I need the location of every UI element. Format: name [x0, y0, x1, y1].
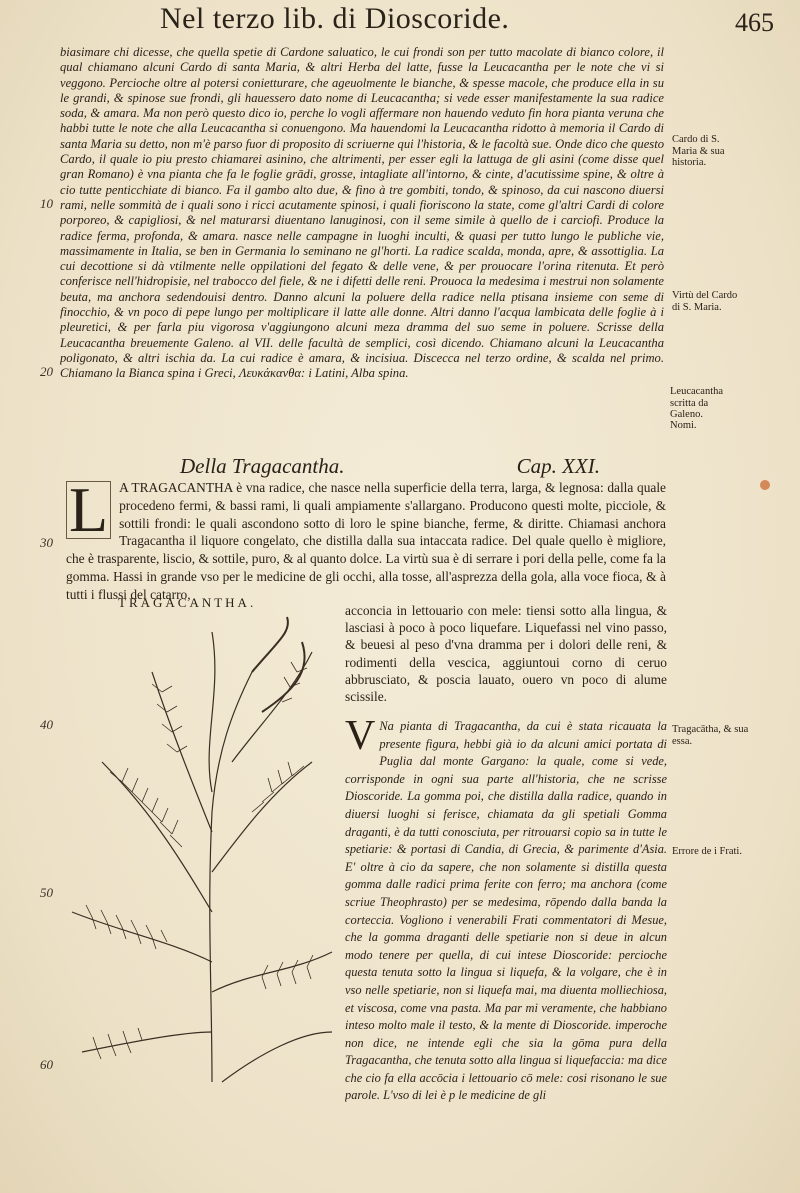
- sidenote-virtu: Virtù del Cardo di S. Maria.: [672, 290, 738, 313]
- chapter-number: Cap. XXI.: [516, 454, 600, 478]
- chapter-body: A TRAGACANTHA è vna radice, che nasce nella superficie della terra, larga, & legnosa: dalla quale procedeno fermi, & bassi rami, li quali ampiamente s'allargano. Producono questi molte, picciole, & sottili frondi: le quali ascondono sotto di loro le spine bianche, ferme, & diritte. Chiamasi anchora Tragacantha il liquore congelato, che distilla dalla sua intaccata radice. Del quale quello è migliore, che è trasparente, liscio, & sottile, puro, & al quanto dolce. La virtù sua è di serrare i pori della pelle, come fa la gomma. Hassi in grande vso per le medicine de gli occhi, alla tosse, all'asprezza della gola, alla voce fioca, & à tutti i flussi del catarro,: [66, 480, 666, 602]
- sidenote-errore: Errore de i Frati.: [672, 846, 742, 857]
- line-number-40: 40: [40, 717, 53, 732]
- running-head: Nel terzo lib. di Dioscoride.: [160, 2, 510, 35]
- drop-cap-v: V: [345, 718, 376, 759]
- line-number-50: 50: [40, 885, 53, 900]
- sidenote-tragacantha: Tragacātha, & sua essa.: [672, 724, 749, 747]
- line-number-20: 20: [40, 364, 53, 379]
- tragacantha-woodcut-illustration: [62, 612, 344, 1090]
- line-number-60: 60: [40, 1057, 53, 1072]
- chapter-heading: [180, 454, 600, 479]
- tragacantha-commentary: [345, 718, 667, 1108]
- sidenote-cardo: Cardo di S. Maria & sua historia.: [672, 134, 725, 168]
- line-number-30: 30: [40, 535, 53, 550]
- chapter-text: [66, 479, 666, 604]
- leucacantha-text: [60, 45, 664, 455]
- chapter-title: Della Tragacantha.: [180, 454, 345, 478]
- remedy-text: acconcia in lettouario con mele: tiensi sotto alla lingua, & lasciasi à poco à poco liquefare. Liquefassi nel vino passo, & beuesi al peso d'vna dramma per i dolori delle reni, & rodimenti della vescica, aggiuntoui corno di ceruo abbrusciato, & poscia lauato, ouero vn poco di alume scissile.: [345, 603, 667, 705]
- ink-stain: [760, 480, 770, 490]
- line-number-10: 10: [40, 196, 53, 211]
- drop-cap-l: L: [66, 481, 111, 539]
- paragraph: biasimare chi dicesse, che quella spetie di Cardone saluatico, le cui frondi son per tutto macolate di bianco colore, il qual chiamano alcuni Cardo di santa Maria, & altri Herba del latte, fusse la Leucacantha per le note che vi si veggono. Percioche oltre al potersi conietturare, che ageuolmente le bianche, & spesse macole, che produce ella in su le grandi, & spinose sue frondi, gli hauessero dato nome di Leucacantha; si vede esser manifestamente la sua radice soda, & amara. Ma non però questo dico io, perche lo vogli affermare non hauendo veduto fin hora pianta veruna che habbi tutte le note che alla Leucacantha si conuengono. Ma hauendomi la Leucacantha ridotto à memoria il Cardo di santa Maria su detto, non m'è parso fuor di proposito di scriuerne qui l'historia, & le facoltà sue. Onde dico che questo Cardo, il quale io piu presto chiamarei asinino, che altrimenti, per esser egli la lattuga de gli asini (come disse quel gran Romano) è vna pianta che fa le foglie grādi, grosse, intagliate all'intorno, & cinte, d'acutissime spine, & oltre à cio tutte penticchiate di bianco. Fa il gambo alto due, & fino à tre gombiti, tondo, & spinoso, da cui nascono diuersi rami, nelle sommità de i quali sono i ricci acutamente spinosi, i quali fioriscono la state, come gl'altri Cardi di colore porporeo, & capigliosi, & nel maturarsi diuentano lanuginosi, con il seme simile à quello de i carciofi. Produce la radice ferma, profonda, & amara. nasce nelle campagne in luoghi inculti, & quasi per tutto lungo le publiche vie, massimamente in Italia, se ben in Germania lo seminano ne gl'horti. La radice scalda, monda, apre, & assottiglia. La cui decottione si dà vtilmente nelle oppilationi del fegato & delle vene, & per prouocare l'orina ritenuta. Et però conferisce nell'hidropisie, nel trabocco del fiele, & ne i difetti delle reni. Prouoca la medesima i mestrui non solamente beuta, ma anchora sedendouisi dentro. Danno alcuni la poluere della radice nella ptisana insieme con seme di finocchio, & vn poco di pepe lungo per moltiplicare il latte alle donne. Altri danno l'acqua lambicata delle foglie à i pleuretici, & per farla piu vigorosa v'aggiungono alcuni meza dramma del suo seme in poluere. Scrisse della Leucacantha breuemente Galeno. al VII. delle facultà de semplici, così dicendo. Chiamano alcuni la Leucacantha poligonato, & altri ischia da. La cui radice è amara, & incisiua. Discecca nel terzo ordine, & scalda nel primo. Chiamano la Bianca spina i Greci, Λευκάκανθα: i Latini, Alba spina.: [60, 45, 664, 381]
- sidenote-nomi: Nomi.: [670, 420, 697, 431]
- commentary-body: Na pianta di Tragacantha, da cui è stata ricauata la presente figura, hebbi già io da alcuni amici portata di Puglia dal monte Gargano: la quale, come si vede, corrisponde in ogni sua parte all'historia, che ne scrisse Dioscoride. La gomma poi, che distilla dalla radice, quando in diuersi luoghi si ferisce, chiamata da gli spetiali Gomma draganti, è da tutti conosciuta, per ritrouarsi copio sa in tutte le spetiarie: & portasi di Candia, di Grecia, & parimente d'Asia. E' oltre à cio da sapere, che non solamente si distilla questa gomma dalle radici prima ferite con ferro; ma anchora (come scriue Theophrasto) per se medesima, rōpendo dalla banda la corteccia. Vogliono i venerabili Frati commentatori di Mesue, che la gomma draganti delle spetiarie non si deue in alcun modo tenere per quella, di cui intese Dioscoride: percioche questa tenuta sotto la lingua si liquefa, & la volgare, che è in vso nelle spetiarie, non si liquefa mai, ma diuenta molliechiosa, et viscosa, come vna pasta. Ma par mi veramente, che habbiano inteso molto male il testo, & la mente di Dioscoride. imperoche non dice, ne intende egli che sia la gōma pura della Tragacantha, che tenuta sotto alla lingua si liquefaccia: ma dice che cio fa ella accōcia i lettouario cō mele: cosi risonano le sue parole. L'vso di lei è p le medicine de gli: [345, 719, 667, 1103]
- figure-caption: TRAGACANTHA.: [118, 595, 257, 610]
- sidenote-leucacantha: Leucacantha scritta da Galeno.: [670, 386, 724, 420]
- page-number: 465: [735, 8, 774, 37]
